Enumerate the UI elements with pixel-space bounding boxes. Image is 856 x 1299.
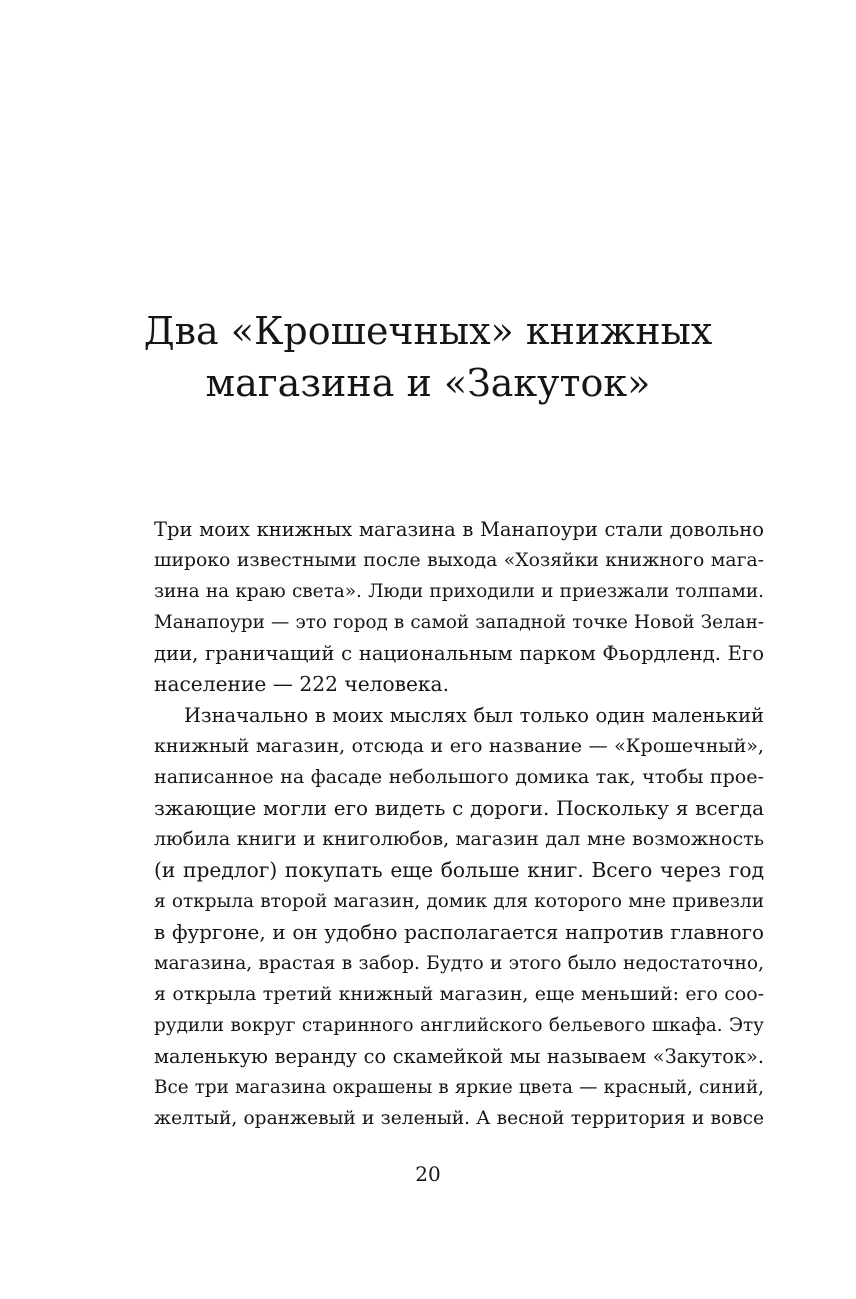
text-line: магазина, врастая в забор. Будто и этого было недостаточно, [154, 953, 764, 974]
text-line: (и предлог) покупать еще больше книг. Всего через год [154, 858, 764, 882]
chapter-title [0, 305, 856, 409]
text-line: Все три магазина окрашены в яркие цвета — красный, синий, [154, 1077, 764, 1098]
text-line: написанное на фасаде небольшого домика так, чтобы прое- [154, 766, 764, 788]
text-line: маленькую веранду со скамейкой мы называем «Закуток». [154, 1045, 764, 1068]
text-line: Три моих книжных магазина в Манапоури стали довольно [154, 518, 764, 541]
text-line: рудили вокруг старинного английского бельевого шкафа. Эту [154, 1015, 764, 1036]
text-line: дии, граничащий с национальным парком Фьордленд. Его [154, 642, 764, 665]
text-line: зжающие могли его видеть с дороги. Поскольку я всегда [154, 796, 764, 820]
text-line: желтый, оранжевый и зеленый. А весной территория и вовсе [154, 1108, 764, 1129]
text-line: Манапоури — это город в самой западной точке Новой Зелан- [154, 612, 764, 633]
body-text [154, 514, 764, 1134]
paragraph-2 [154, 700, 764, 1134]
text-line: я открыла второй магазин, домик для которого мне привезли [154, 891, 764, 912]
chapter-title-line: Два «Крошечных» книжных [143, 309, 713, 353]
text-line: я открыла третий книжный магазин, еще меньший: его соо- [154, 983, 764, 1005]
text-line: в фургоне, и он удобно располагается напротив главного [154, 921, 764, 944]
text-line: зина на краю света». Люди приходили и приезжали толпами. [154, 581, 764, 602]
page-number: 20 [415, 1162, 441, 1186]
text-line: любила книги и книголюбов, магазин дал мне возможность [154, 828, 764, 850]
text-line: Изначально в моих мыслях был только один маленький [184, 704, 764, 727]
paragraph-1 [154, 514, 764, 700]
text-line: широко известными после выхода «Хозяйки книжного мага- [154, 550, 764, 571]
text-line: население — 222 человека. [154, 672, 449, 696]
chapter-title-line: магазина и «Закуток» [205, 361, 651, 405]
text-line: книжный магазин, отсюда и его название — «Крошечный», [154, 735, 764, 757]
